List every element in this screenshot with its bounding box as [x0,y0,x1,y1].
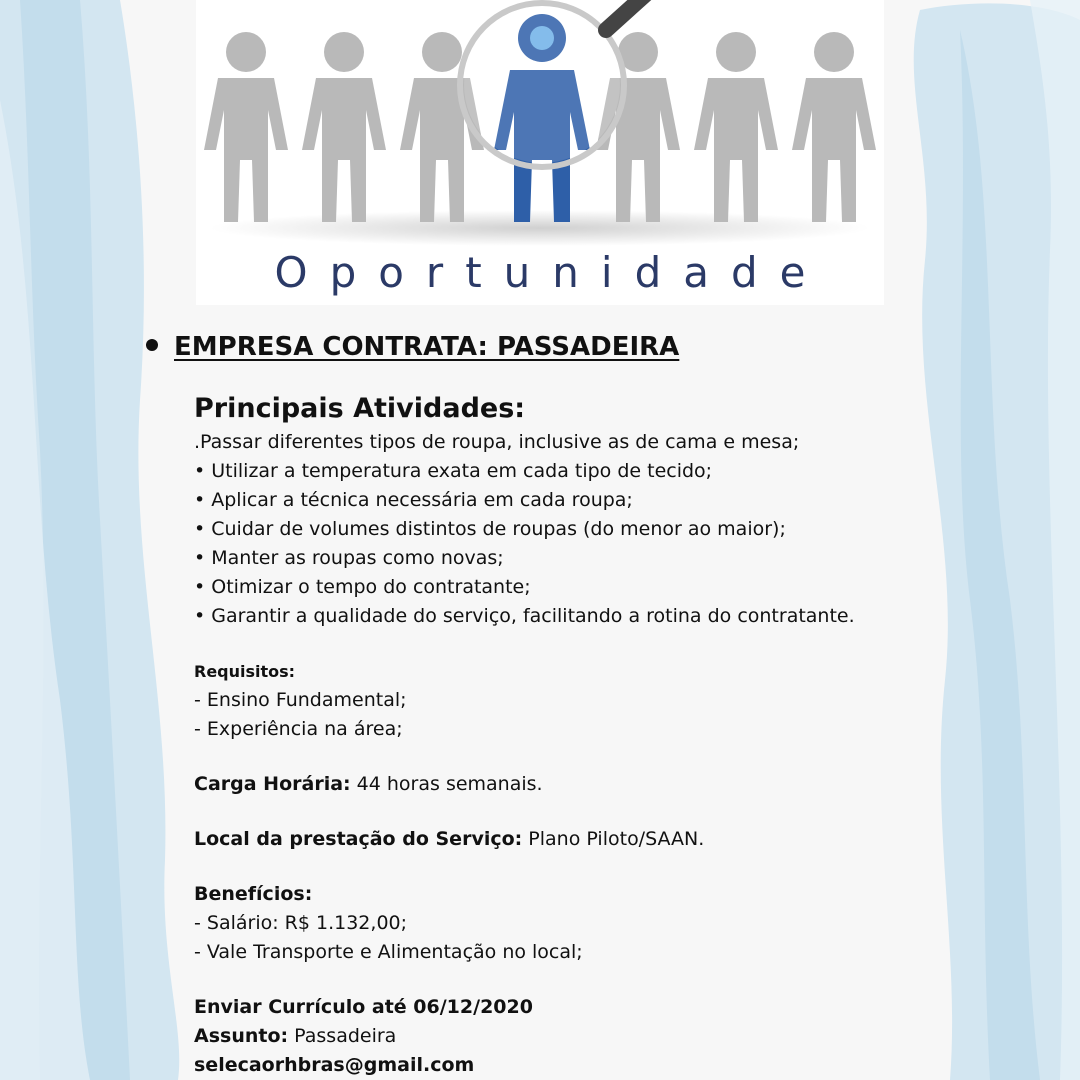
contact-email[interactable]: selecaorhbras@gmail.com [194,1054,475,1076]
location-line [194,825,874,854]
location-value: Plano Piloto/SAAN. [522,828,705,850]
activity-item: • Cuidar de volumes distintos de roupas (do menor ao maior); [194,518,786,540]
requirements-title: Requisitos: [194,662,296,681]
headline-text: EMPRESA CONTRATA: PASSADEIRA [174,332,680,362]
subject-label: Assunto: [194,1025,289,1047]
workload-value: 44 horas semanais. [350,773,543,795]
subject-line [194,1022,874,1051]
hero-illustration [196,0,884,305]
subject-value: Passadeira [288,1025,397,1047]
requirement-item: - Experiência na área; [194,718,403,740]
benefit-item: - Salário: R$ 1.132,00; [194,912,408,934]
activity-item: .Passar diferentes tipos de roupa, inclusive as de cama e mesa; [194,431,800,453]
job-details [194,393,874,1080]
benefits-title: Benefícios: [194,883,313,905]
deadline-text: Enviar Currículo até 06/12/2020 [194,996,533,1018]
brush-stroke-right [890,0,1080,1080]
headline [146,332,679,362]
requirement-item: - Ensino Fundamental; [194,689,407,711]
activity-item: • Manter as roupas como novas; [194,547,504,569]
bullet-dot [146,339,158,351]
workload-line [194,770,874,799]
activity-item: • Aplicar a técnica necessária em cada roupa; [194,489,633,511]
activity-item: • Utilizar a temperatura exata em cada tipo de tecido; [194,460,713,482]
benefit-item: - Vale Transporte e Alimentação no local; [194,941,583,963]
location-label: Local da prestação do Serviço: [194,828,523,850]
activity-item: • Garantir a qualidade do serviço, facilitando a rotina do contratante. [194,605,855,627]
hero-caption: Oportunidade [274,248,828,297]
brush-stroke-left [0,0,190,1080]
workload-label: Carga Horária: [194,773,351,795]
activities-title: Principais Atividades: [194,393,526,424]
activity-item: • Otimizar o tempo do contratante; [194,576,531,598]
